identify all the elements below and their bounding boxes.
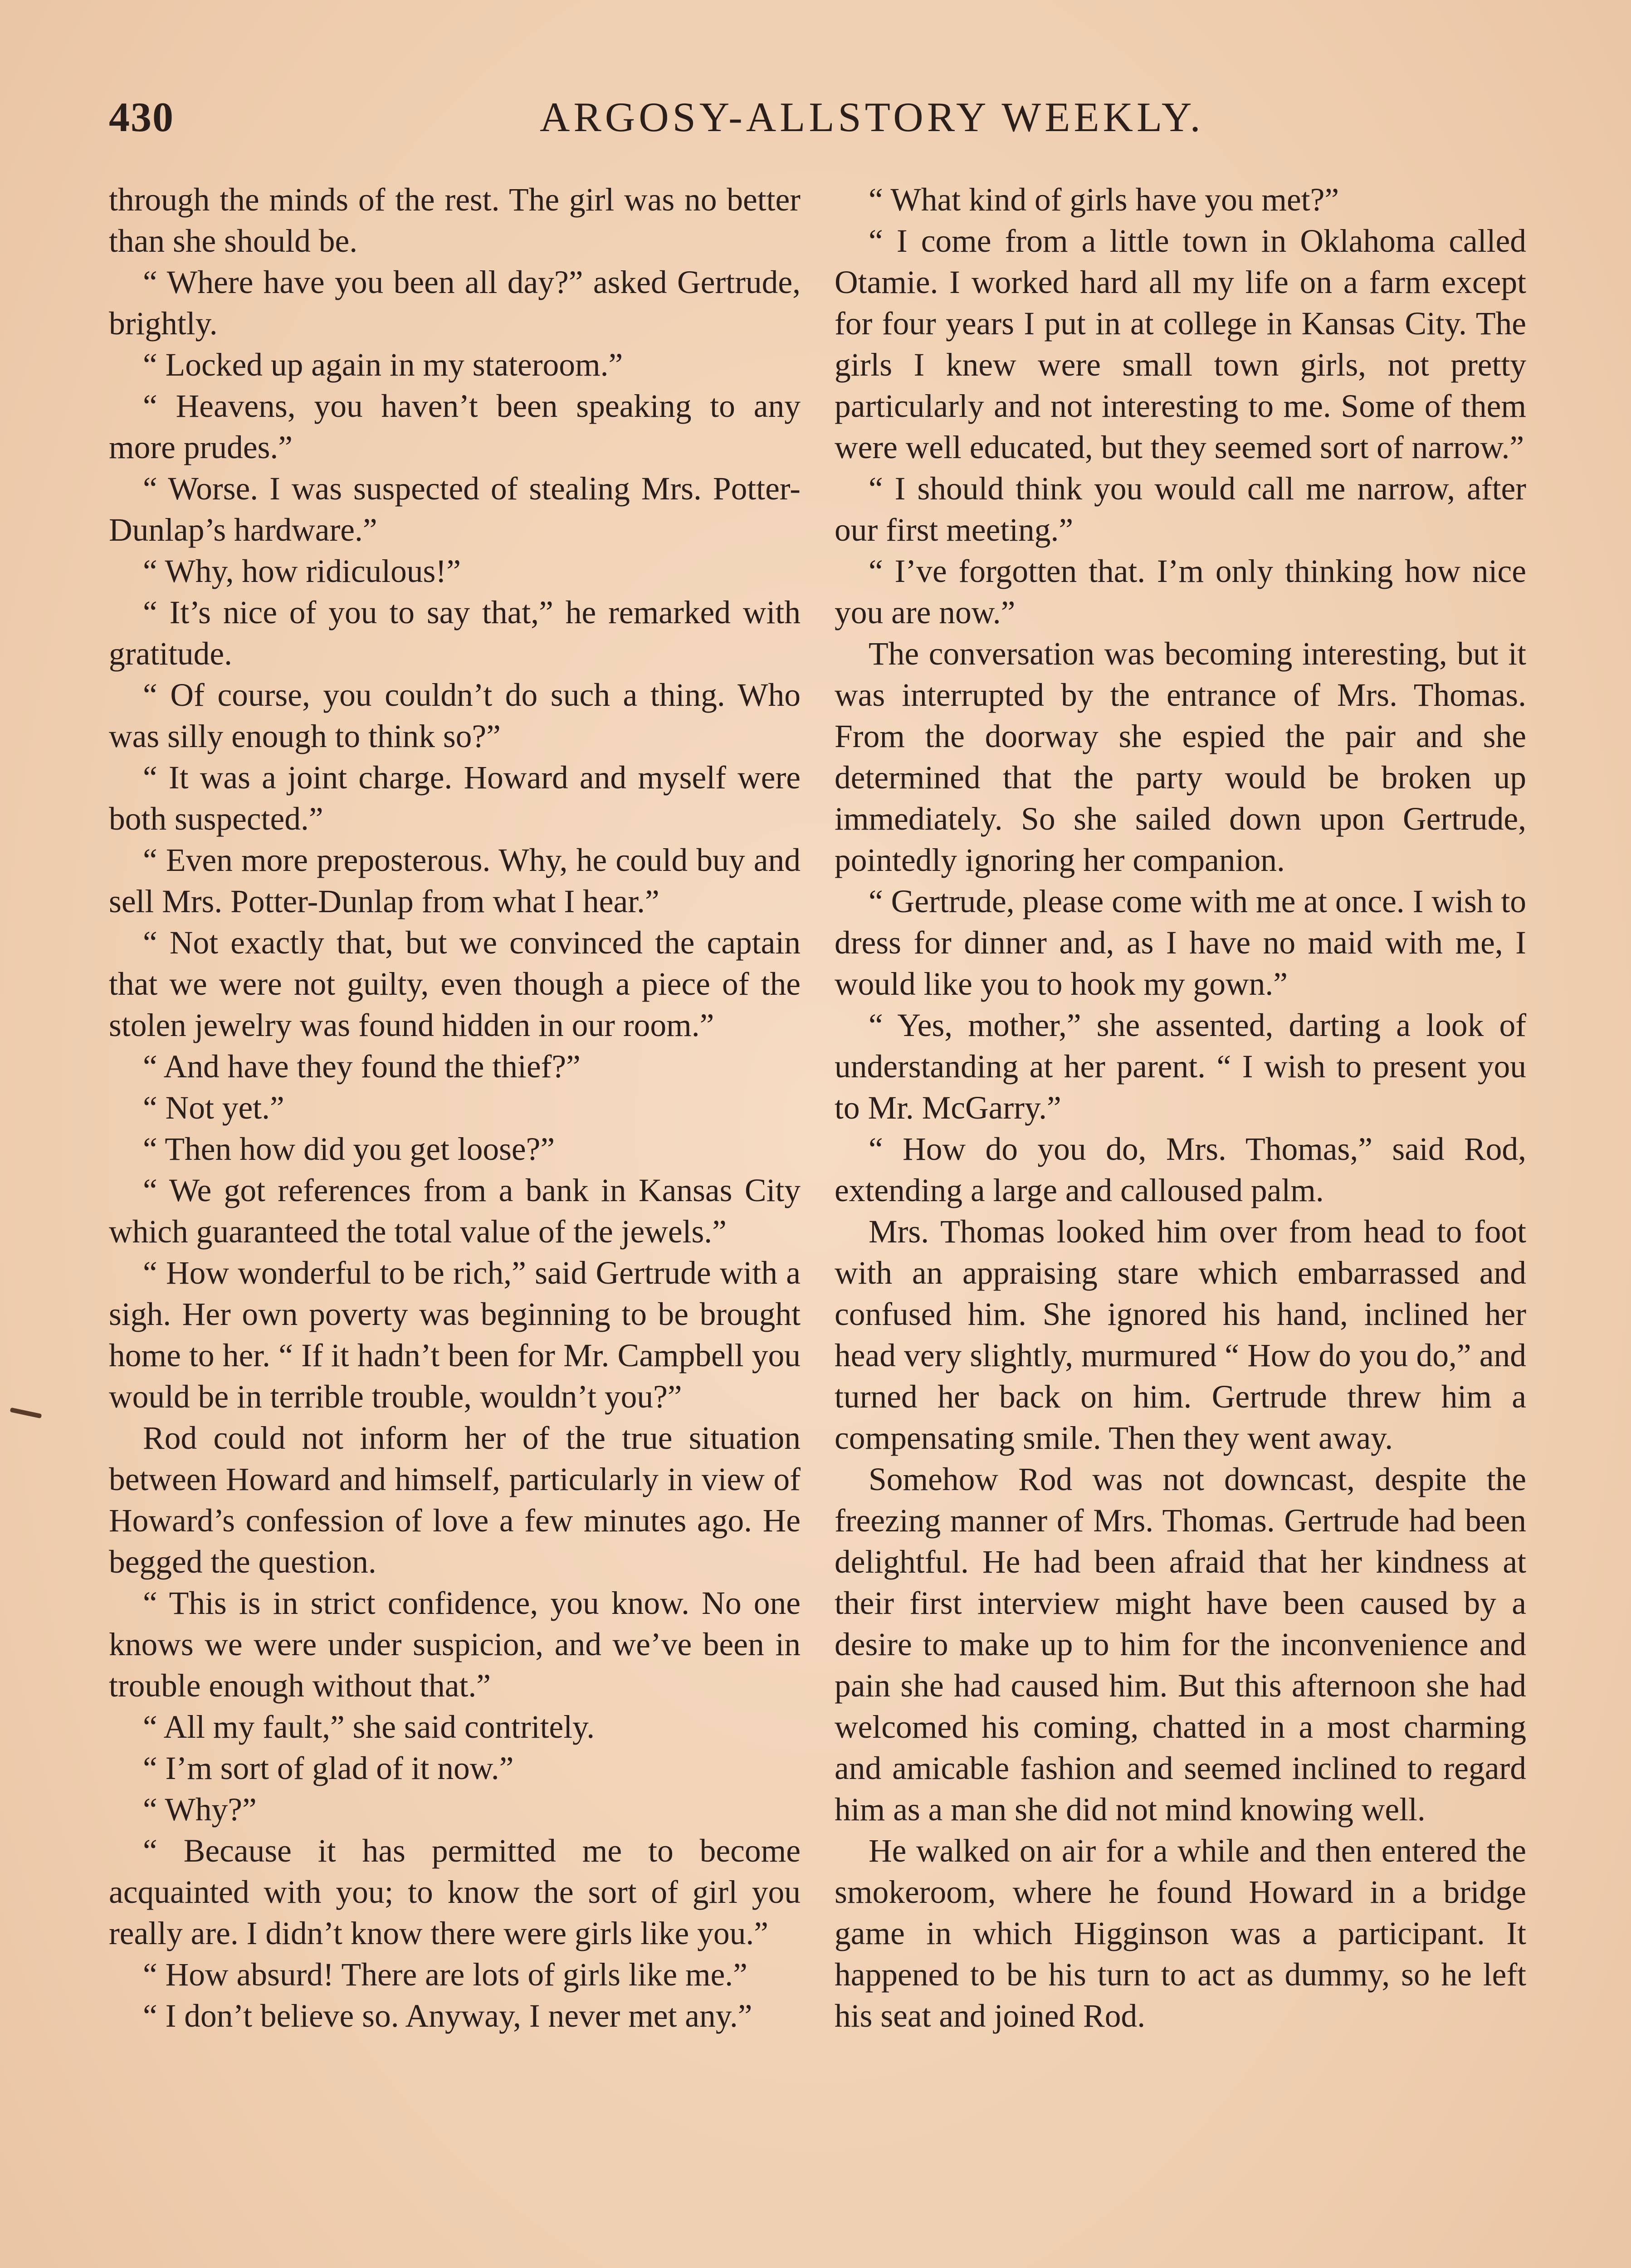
paragraph: “ It was a joint charge. Howard and myself were both suspected.” [109,760,801,837]
pencil-mark [10,1408,42,1418]
paragraph: “ Why?” [143,1792,257,1828]
paragraph: “ Because it has permitted me to become acquainted with you; to know the sort of girl you really are. I didn’t know there were girls like you.” [109,1833,801,1951]
paragraph: “ Then how did you get loose?” [143,1131,555,1167]
page-number: 430 [109,94,174,140]
left-column [109,179,801,2037]
paragraph: “ Heavens, you haven’t been speaking to any more prudes.” [109,388,801,465]
right-column [835,179,1526,2037]
paragraph: “ Yes, mother,” she assented, darting a look of understanding at her parent. “ I wish to present you to Mr. McGarry.” [835,1007,1526,1126]
paragraph: “ It’s nice of you to say that,” he remarked with gratitude. [109,595,801,672]
paragraph: “ Of course, you couldn’t do such a thing. Who was silly enough to think so?” [109,677,801,754]
paragraph: “ And have they found the thief?” [143,1049,581,1085]
paragraph: “ I don’t believe so. Anyway, I never met any.” [143,1998,752,2034]
paragraph: “ Gertrude, please come with me at once. I wish to dress for dinner and, as I have no maid with me, I would like you to hook my gown.” [835,884,1526,1002]
paragraph: Somehow Rod was not downcast, despite the freezing manner of Mrs. Thomas. Gertrude had been delightful. He had been afraid that her kindness at their first interview might have been caused by a desire to make up to him for the inconvenience and pain she had caused him. But this afternoon she had welcomed his coming, chatted in a most charming and amicable fashion and seemed inclined to regard him as a man she did not mind knowing well. [835,1461,1526,1828]
paragraph: “ This is in strict confidence, you know. No one knows we were under suspicion, and we’ve been in trouble enough without that.” [109,1585,801,1704]
paragraph: He walked on air for a while and then entered the smokeroom, where he found Howard in a bridge game in which Higginson was a participant. It happened to be his turn to act as dummy, so he left his seat and joined Rod. [835,1833,1526,2034]
paragraph: “ How do you do, Mrs. Thomas,” said Rod, extending a large and calloused palm. [835,1131,1526,1208]
paragraph: “ We got references from a bank in Kansas City which guaranteed the total value of the jewels.” [109,1173,801,1250]
paragraph: Rod could not inform her of the true situation between Howard and himself, particularly in view of Howard’s confession of love a few minutes ago. He begged the question. [109,1420,801,1580]
paragraph: “ Why, how ridiculous!” [143,553,461,589]
paragraph: “ Not exactly that, but we convinced the captain that we were not guilty, even though a piece of the stolen jewelry was found hidden in our room.” [109,925,801,1043]
paragraph: “ How wonderful to be rich,” said Gertrude with a sigh. Her own poverty was beginning to be brought home to her. “ If it hadn’t been for Mr. Campbell you would be in terrible trouble, wouldn’t you?” [109,1255,801,1415]
paragraph: The conversation was becoming interesting, but it was interrupted by the entrance of Mrs. Thomas. From the doorway she espied the pair and she determined that the party would be broken up immediately. So she sailed down upon Gertrude, pointedly ignoring her companion. [835,636,1526,878]
paragraph: “ Locked up again in my stateroom.” [143,347,623,383]
running-title: ARGOSY-ALLSTORY WEEKLY. [540,94,1204,140]
paragraph: “ Even more preposterous. Why, he could buy and sell Mrs. Potter-Dunlap from what I hear.” [109,842,801,919]
paragraph: “ What kind of girls have you met?” [869,182,1339,218]
paragraph: “ How absurd! There are lots of girls like me.” [143,1957,747,1993]
paragraph: “ I’ve forgotten that. I’m only thinking how nice you are now.” [835,553,1526,631]
paragraph: “ I come from a little town in Oklahoma called Otamie. I worked hard all my life on a farm except for four years I put in at college in Kansas City. The girls I knew were small town girls, not pretty particularly and not interesting to me. Some of them were well educated, but they seemed sort of narrow.” [835,223,1526,465]
paragraph: “ Where have you been all day?” asked Gertrude, brightly. [109,264,801,342]
paragraph: “ Not yet.” [143,1090,284,1126]
paragraph: through the minds of the rest. The girl was no better than she should be. [109,182,801,259]
paragraph: “ I should think you would call me narrow, after our first meeting.” [835,471,1526,548]
paragraph: “ All my fault,” she said contritely. [143,1709,595,1745]
paragraph: “ Worse. I was suspected of stealing Mrs. Potter-Dunlap’s hardware.” [109,471,801,548]
paragraph: “ I’m sort of glad of it now.” [143,1750,514,1786]
paragraph: Mrs. Thomas looked him over from head to foot with an appraising stare which embarrassed and confused him. She ignored his hand, inclined her head very slightly, murmured “ How do you do,” and turned her back on him. Gertrude threw him a compensating smile. Then they went away. [835,1214,1526,1456]
running-header [109,93,1524,156]
